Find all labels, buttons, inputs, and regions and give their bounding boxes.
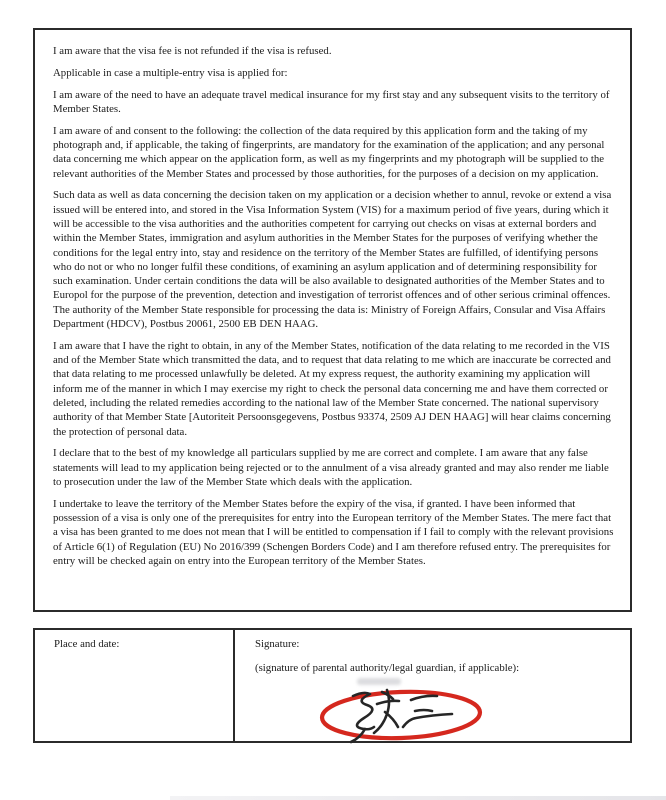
declaration-paragraph: I am aware that the visa fee is not refunded if the visa is refused. [53,45,332,57]
declaration-paragraph: Applicable in case a multiple-entry visa is applied for: [53,66,288,79]
faded-ink-artifact [357,678,401,685]
signature-label: Signature: [255,638,300,650]
declaration-box [33,28,632,612]
signature-cell [233,630,630,741]
declaration-paragraph: I declare that to the best of my knowledge all particulars supplied by me are correct and complete. I am aware that any false statements will lead to my application being rejected or to the annulment of a visa already granted and may also render me liable to prosecution under the law of the Member State which deals with the application. [53,447,609,489]
declaration-paragraph: I am aware of and consent to the following: the collection of the data required by this application form and the taking of my photograph and, if applicable, the taking of fingerprints, are mandatory for the examination of the application; and any personal data concerning me which appear on the application form, as well as my fingerprints and my photograph will be supplied to the relevant authorities of the Member States and processed by those authorities, for the purposes of a decision on my application. [53,124,605,180]
signature-table [33,628,632,743]
declaration-paragraph: Such data as well as data concerning the decision taken on my application or a decision whether to annul, revoke or extend a visa issued will be entered into, and stored in the Visa Information System (VIS) for a maximum period of five years, during which it will be accessible to the visa authorities and the authorities competent for carrying out checks on visas at external borders and within the Member States, immigration and asylum authorities in the Member States for the purposes of verifying whether the conditions for the legal entry into, stay and residence on the territory of the Member States are fulfilled, of identifying persons who do not or who no longer fulfil these conditions, of examining an asylum application and of determining responsibility for such examination. Under certain conditions the data will be also available to designated authorities of the Member States and to Europol for the purpose of the prevention, detection and investigation of terrorist offences and of other serious criminal offences. The authority of the Member State responsible for processing the data is: Ministry of Foreign Affairs, Consular and Visa Affairs Department (HDCV), Postbus 20061, 2500 EB DEN HAAG. [53,189,612,331]
scan-edge [170,796,666,800]
declaration-paragraph: I undertake to leave the territory of the Member States before the expiry of the visa, if granted. I have been informed that possession of a visa is only one of the prerequisites for entry into the European territory of the Member States. The mere fact that a visa has been granted to me does not mean that I will be entitled to compensation if I fail to comply with the relevant provisions of Article 6(1) of Regulation (EU) No 2016/399 (Schengen Borders Code) and I am therefore refused entry. The prerequisites for entry will be checked again on entry into the European territory of the Member States. [53,497,614,567]
place-and-date-cell [35,630,233,741]
declaration-paragraph: I am aware that I have the right to obtain, in any of the Member States, notification of the data relating to me recorded in the VIS and of the Member State which transmitted the data, and to request that data relating to me which are inaccurate be corrected and that data relating to me processed unlawfully be deleted. At my express request, the authority examining my application will inform me of the manner in which I may exercise my right to check the personal data concerning me and have them corrected or deleted, including the related remedies according to the national law of the Member State concerned. The national supervisory authority of that Member State [Autoriteit Persoonsgegevens, Postbus 93374, 2509 AJ DEN HAAG] will hear claims concerning the protection of personal data. [53,339,611,438]
declaration-paragraph: I am aware of the need to have an adequate travel medical insurance for my first stay and any subsequent visits to the territory of Member States. [53,88,610,115]
place-and-date-label: Place and date: [54,638,120,650]
guardian-signature-label: (signature of parental authority/legal guardian, if applicable): [255,662,520,674]
